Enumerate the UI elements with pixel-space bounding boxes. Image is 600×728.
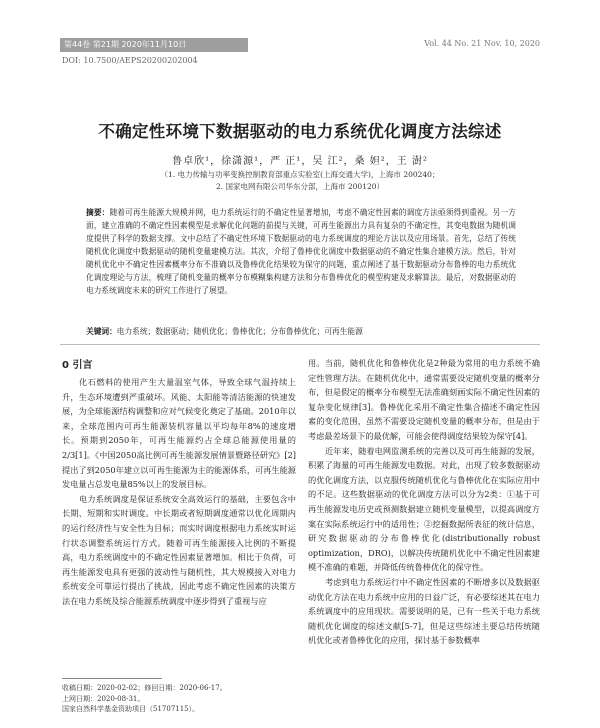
journal-issue-text: 第44卷 第21期 2020年11月10日 [64, 40, 187, 49]
paragraph: 电力系统调度是保证系统安全高效运行的基础，主要包含中长期、短期和实时调度。中长期或者短期调度通常以优化周期内的运行经济性与安全性为目标；而实时调度根据电力系统实时运行状态调整系统运行方式。随着可再生能源接入比例的不断提高，电力系统调度中的不确定性因素显著增加。相比于负荷，可再生能源发电具有更强的波动性与随机性，其大规模接入对电力系统安全可靠运行提出了挑战，因此考虑不确定性因素的决策方法在电力系统及综合能源系统调度中逐步得到了重视与应 [62, 493, 296, 606]
footnotes [62, 683, 227, 715]
footnote-funding: 国家自然科学基金资助项目（51707115）。 [62, 705, 200, 713]
footnote-divider [62, 678, 162, 679]
footnote-online: 上网日期：2020-08-31。 [62, 694, 145, 703]
right-column [308, 356, 540, 648]
journal-issue-english: Vol. 44 No. 21 Nov. 10, 2020 [424, 39, 540, 48]
footnote-received: 收稿日期：2020-02-02；修回日期：2020-06-17。 [62, 684, 227, 692]
abstract-block [86, 206, 516, 297]
paragraph: 用。当前，随机优化和鲁棒优化是2种最为常用的电力系统不确定性管理方法。在随机优化中，通常需要设定随机变量的概率分布，但是假定的概率分布模型无法准确刻画实际不确定性因素的复杂变化规律[3]。鲁棒优化采用不确定性集合描述不确定性因素的变化范围，虽然不需要设定随机变量的概率分布，但是由于考虑最差场景下的最优解，可能会使得调度结果较为保守[4]。 [308, 358, 540, 441]
abstract-text: 随着可再生能源大规模并网，电力系统运行的不确定性显著增加，考虑不确定性因素的调度方法亟须得到重视。另一方面，建立准确的不确定性因素模型是求解优化问题的前提与关键，可再生能源出力具有复杂的不确定性，其变电数据为随机调度提供了科学的数据支撑。文中总结了不确定性环境下数据驱动的电力系统调度的理论方法以及应用场景。首先，总结了传统随机优化调度中数据驱动的随机变量建模方法。其次，介绍了鲁棒优化调度中数据驱动的不确定性集合建模方法。然后，针对随机优化中不确定性因素概率分布不准确以及鲁棒优化结果较为保守的问题，重点阐述了基于数据驱动分布鲁棒的电力系统优化调度理论与方法，梳理了随机变量的概率分布模糊集构建方法和分布鲁棒优化的模型构建及求解算法。最后，对数据驱动的电力系统调度未来的研究工作进行了展望。 [86, 208, 516, 295]
section-heading: 0 引言 [62, 360, 93, 371]
affiliation-2: 2. 国家电网有限公司华东分部，上海市 200120） [215, 182, 385, 191]
keywords-block [86, 326, 363, 337]
affiliation-1: （1. 电力传输与功率变换控制教育部重点实验室(上海交通大学)，上海市 200240； [160, 170, 440, 179]
paragraph: 化石燃料的使用产生大量温室气体，导致全球气温持续上升，生态环境遭到严重破坏。风能、太阳能等清洁能源的快速发展，为全球能源结构调整和应对气候变化奠定了基础。2010年以来，全球范围内可再生能源装机容量以平均每年8%的速度增长。预期到2050年，可再生能源约占全球总能源使用量的2/3[1]。《中国2050高比例可再生能源发展情景暨路径研究》[2]提出了到2050年建立以可再生能源为主的能源体系，可再生能源发电量占总发电量85%以上的发展目标。 [62, 377, 296, 490]
left-column [62, 375, 296, 609]
paragraph: 近年来，随着电网监测系统的完善以及可再生能源的发展，积累了海量的可再生能源发电数据。对此，出现了较多数据驱动的优化调度方法，以克服传统随机优化与鲁棒优化在实际应用中的不足。这些数据驱动的优化调度方法可以分为2类：①基于可再生能源发电历史或预测数据建立随机变量模型，以提高调度方案在实际系统运行中的适用性；②挖掘数据所表征的统计信息，研究数据驱动的分布鲁棒优化(distributionally robust optimization，DRO)，以解决传统随机优化中不确定性因素建模不准确的难题，并降低传统鲁棒优化的保守性。 [308, 445, 540, 573]
section-divider [60, 344, 540, 345]
abstract-label: 摘要： [86, 208, 110, 217]
paragraph: 考虑到电力系统运行中不确定性因素的不断增多以及数据驱动优化方法在电力系统中应用的日益广泛，有必要综述其在电力系统调度中的应用现状。需要说明的是，已有一些关于电力系统随机优化调度的综述文献[5-7]，但是这些综述主要总结传统随机优化或者鲁棒优化的应用，探讨基于参数概率 [308, 576, 540, 646]
doi-line: DOI: 10.7500/AEPS20200202004 [62, 56, 198, 65]
paper-title: 不确定性环境下数据驱动的电力系统优化调度方法综述 [98, 122, 502, 141]
journal-issue-banner [60, 38, 248, 52]
keywords-text: 电力系统；数据驱动；随机优化；鲁棒优化；分布鲁棒优化；可再生能源 [116, 327, 363, 336]
author-list: 鲁卓欣¹，徐潇源¹，严 正¹，吴 江²，桑 妲²，王 澍² [172, 156, 428, 167]
keywords-label: 关键词： [86, 327, 117, 336]
